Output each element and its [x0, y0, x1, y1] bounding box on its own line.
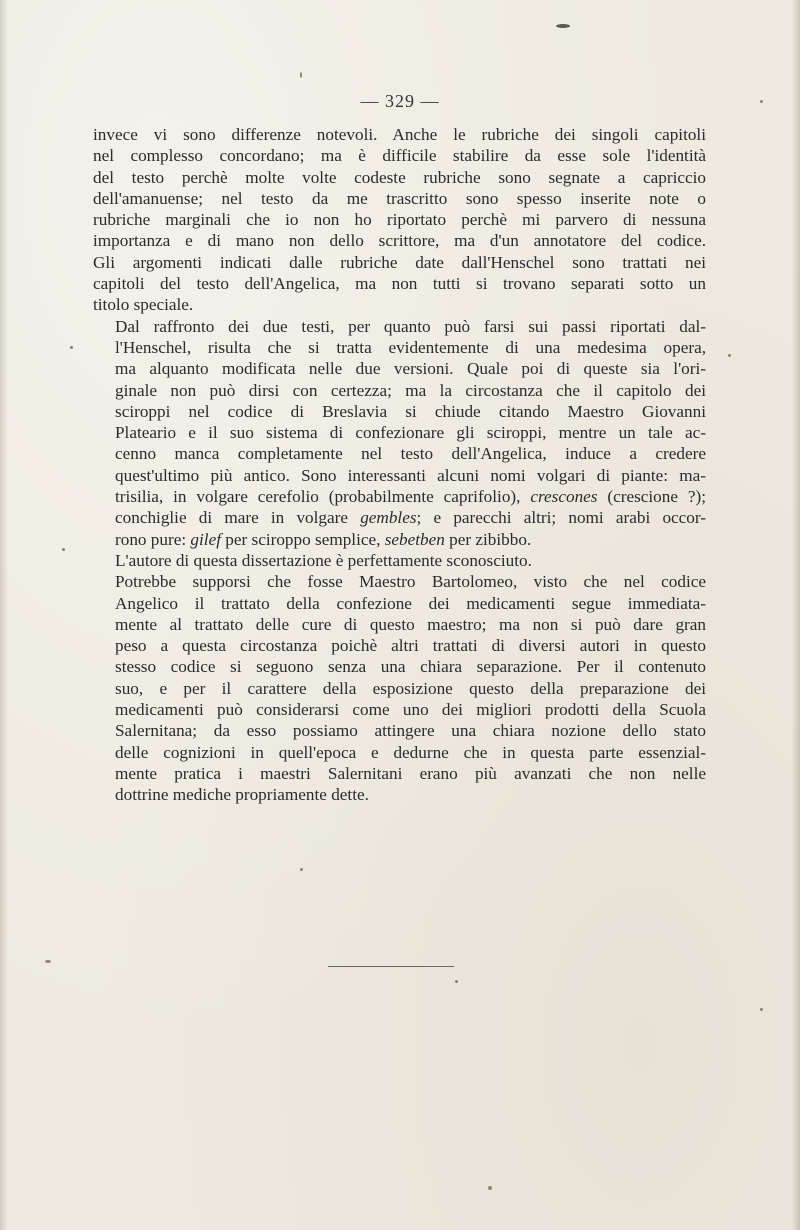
text-line: l'Henschel, risulta che si tratta evidentemente di una medesima opera, [115, 337, 706, 357]
text-line: titolo speciale. [93, 295, 194, 315]
scan-speck [488, 1186, 492, 1190]
text-line: capitoli del testo dell'Angelica, ma non tutti si trovano separati sotto un [93, 274, 706, 294]
text-line: importanza e di mano non dello scrittore, ma d'un annotatore del codice. [93, 231, 706, 251]
text-line: Gli argomenti indicati dalle rubriche date dall'Henschel sono trattati nei [93, 252, 706, 272]
paragraph [93, 571, 706, 805]
scan-speck [70, 346, 73, 349]
left-edge-shadow [0, 0, 8, 1230]
scan-speck [45, 960, 51, 963]
text-line: ginale non può dirsi con certezza; ma la circostanza che il capitolo dei [115, 380, 706, 400]
text-line: invece vi sono differenze notevoli. Anche le rubriche dei singoli capitoli [93, 125, 706, 144]
paragraph [93, 550, 706, 571]
text-line: conchiglie di mare in volgare gembles; e parecchi altri; nomi arabi occor- [115, 508, 706, 528]
right-edge-shadow [792, 0, 800, 1230]
text-line: peso a questa circostanza poichè altri trattati di diversi autori in questo [115, 636, 706, 656]
scan-speck [728, 354, 731, 357]
text-line: Angelico il trattato della confezione dei medicamenti segue immediata- [115, 593, 706, 613]
text-line: rubriche marginali che io non ho riportato perchè mi parvero di nessuna [93, 210, 706, 230]
italic-term: sebetben [384, 529, 445, 549]
paragraph [93, 124, 706, 316]
text-line: suo, e per il carattere della esposizione questo della preparazione dei [115, 678, 706, 698]
text-line: mente al trattato delle cure di questo maestro; ma non si può dare gran [115, 614, 706, 634]
text-line: Salernitana; da esso possiamo attingere una chiara nozione dello stato [115, 721, 706, 741]
text-line: del testo perchè molte volte codeste rubriche sono segnate a capriccio [93, 167, 706, 187]
italic-term: gilef [190, 529, 221, 549]
body-text [93, 124, 706, 806]
text-line: Dal raffronto dei due testi, per quanto può farsi sui passi riportati dal- [115, 316, 706, 336]
text-line: cenno manca completamente nel testo dell'Angelica, induce a credere [115, 444, 706, 464]
scan-speck [556, 24, 570, 28]
scan-speck [300, 72, 302, 78]
italic-term: gembles [360, 508, 417, 528]
text-line: Potrebbe supporsi che fosse Maestro Bartolomeo, visto che nel codice [115, 572, 706, 592]
text-line: trisilia, in volgare cerefolio (probabilmente caprifolio), crescones (crescione ?); [115, 487, 706, 507]
text-line: dottrine mediche propriamente dette. [115, 785, 369, 805]
scan-speck [300, 868, 303, 871]
scan-speck [760, 100, 763, 103]
text-line: ma alquanto modificata nelle due versioni. Quale poi di queste sia l'ori- [115, 359, 706, 379]
italic-term: crescones [530, 487, 598, 507]
text-line: delle cognizioni in quell'epoca e dedurne che in questa parte essenzial- [115, 742, 706, 762]
text-line: rono pure: gilef per sciroppo semplice, sebetben per zibibbo. [115, 529, 532, 549]
text-line: sciroppi nel codice di Breslavia si chiude citando Maestro Giovanni [115, 401, 706, 421]
text-line: dell'amanuense; nel testo da me trascritto sono spesso inserite note o [93, 188, 706, 208]
paragraph [93, 316, 706, 550]
text-line: L'autore di questa dissertazione è perfettamente sconosciuto. [115, 550, 532, 570]
text-line: quest'ultimo più antico. Sono interessanti alcuni nomi volgari di piante: ma- [115, 465, 706, 485]
scan-speck [455, 980, 458, 983]
scan-speck [760, 1008, 763, 1011]
text-line: medicamenti può considerarsi come uno dei migliori prodotti della Scuola [115, 700, 706, 720]
text-line: nel complesso concordano; ma è difficile stabilire da esse sole l'identità [93, 146, 706, 166]
page-number: — 329 — [360, 91, 440, 111]
end-rule [328, 966, 454, 967]
scan-speck [62, 548, 65, 551]
text-line: Plateario e il suo sistema di confezionare gli sciroppi, mentre un tale ac- [115, 423, 706, 443]
text-line: mente pratica i maestri Salernitani erano più avanzati che non nelle [115, 763, 706, 783]
text-line: stesso codice si seguono senza una chiara separazione. Per il contenuto [115, 657, 706, 677]
